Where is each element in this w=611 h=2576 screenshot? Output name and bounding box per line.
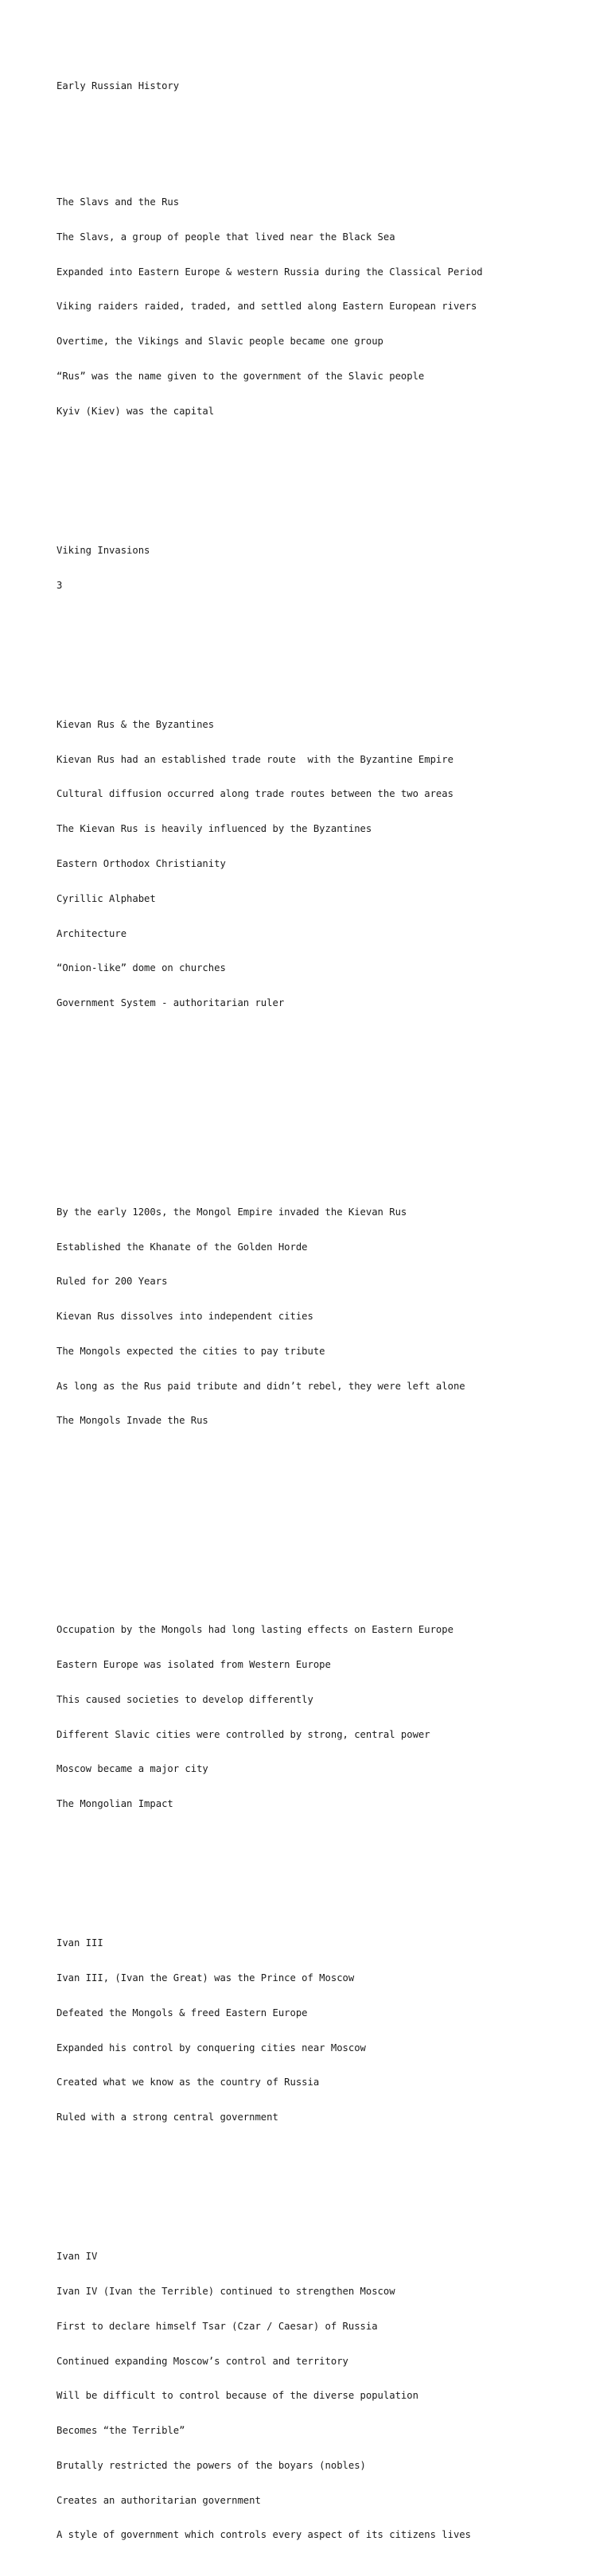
- section-line: Will be difficult to control because of the diverse population: [56, 2390, 418, 2402]
- section-line: The Kievan Rus is heavily influenced by the Byzantines: [56, 823, 372, 835]
- document-title: Early Russian History: [56, 80, 180, 92]
- section-line: Cyrillic Alphabet: [56, 892, 156, 904]
- section-line: Architecture: [56, 927, 127, 939]
- section-line: The Mongolian Impact: [56, 1798, 173, 1810]
- section-mongol-invasion: [56, 1183, 597, 1451]
- section-heading: Viking Invasions: [56, 544, 150, 556]
- section-line: Eastern Europe was isolated from Western Europe: [56, 1658, 331, 1670]
- section-line: Eastern Orthodox Christianity: [56, 857, 226, 869]
- section-line: Defeated the Mongols & freed Eastern Europe: [56, 2007, 308, 2018]
- section-line: A style of government which controls every aspect of its citizens lives: [56, 2529, 471, 2541]
- section-line: Becomes “the Terrible”: [56, 2425, 185, 2437]
- section-line: The Mongols expected the cities to pay tribute: [56, 1345, 325, 1357]
- section-line: Ruled with a strong central government: [56, 2112, 278, 2123]
- section-line: Overtime, the Vikings and Slavic people became one group: [56, 336, 383, 348]
- section-line: As long as the Rus paid tribute and didn’t rebel, they were left alone: [56, 1380, 465, 1392]
- section-kievan-rus-byzantines: [56, 696, 597, 1032]
- section-line: Cultural diffusion occurred along trade routes between the two areas: [56, 788, 453, 800]
- section-mongolian-impact: [56, 1601, 597, 1833]
- section-heading: By the early 1200s, the Mongol Empire invaded the Kievan Rus: [56, 1206, 407, 1218]
- spacer: [56, 1508, 597, 1520]
- section-line: Ivan III, (Ivan the Great) was the Prince of Moscow: [56, 1972, 355, 1983]
- section-ivan-iii: [56, 1914, 597, 2147]
- spacer: [56, 464, 597, 476]
- section-line: The Mongols Invade the Rus: [56, 1415, 208, 1427]
- section-line: Expanded into Eastern Europe & western Russia during the Classical Period: [56, 266, 483, 278]
- section-line: Kievan Rus had an established trade route with the Byzantine Empire: [56, 753, 453, 765]
- spacer: [56, 115, 597, 127]
- spacer: [56, 1090, 597, 1102]
- section-slavs-and-rus: [56, 173, 597, 441]
- section-line: This caused societies to develop differently: [56, 1693, 313, 1705]
- spacer: [56, 1055, 597, 1067]
- section-line: Created what we know as the country of Russia: [56, 2077, 320, 2088]
- spacer: [56, 1473, 597, 1485]
- section-line: The Slavs, a group of people that lived near the Black Sea: [56, 231, 395, 243]
- spacer: [56, 1543, 597, 1555]
- section-line: Continued expanding Moscow’s control and territory: [56, 2355, 348, 2367]
- section-heading: Ivan III: [56, 1937, 103, 1949]
- section-ivan-iv: [56, 2228, 597, 2564]
- section-line: Ivan IV (Ivan the Terrible) continued to strengthen Moscow: [56, 2286, 395, 2297]
- section-line: Creates an authoritarian government: [56, 2494, 261, 2506]
- section-line: Established the Khanate of the Golden Horde: [56, 1241, 308, 1253]
- spacer: [56, 638, 597, 650]
- section-line: Kievan Rus dissolves into independent cities: [56, 1311, 313, 1323]
- document-page: [56, 57, 597, 2576]
- section-line: Ruled for 200 Years: [56, 1276, 168, 1288]
- section-heading: Ivan IV: [56, 2251, 98, 2263]
- section-line: “Rus” was the name given to the government of the Slavic people: [56, 371, 425, 383]
- section-line: First to declare himself Tsar (Czar / Caesar) of Russia: [56, 2320, 378, 2332]
- section-line: Expanded his control by conquering cities near Moscow: [56, 2042, 366, 2053]
- section-line: Moscow became a major city: [56, 1763, 208, 1775]
- section-line: 3: [56, 579, 63, 591]
- spacer: [56, 2170, 597, 2182]
- section-line: Kyiv (Kiev) was the capital: [56, 405, 215, 417]
- spacer: [56, 1125, 597, 1137]
- section-line: Brutally restricted the powers of the boyars (nobles): [56, 2459, 366, 2471]
- spacer: [56, 1856, 597, 1868]
- section-line: Government System - authoritarian ruler: [56, 997, 285, 1009]
- section-heading: The Slavs and the Rus: [56, 196, 180, 208]
- section-line: Different Slavic cities were controlled by strong, central power: [56, 1728, 430, 1740]
- section-line: Viking raiders raided, traded, and settled along Eastern European rivers: [56, 301, 477, 313]
- section-viking-invasions: [56, 522, 597, 615]
- section-heading: Occupation by the Mongols had long lasting effects on Eastern Europe: [56, 1624, 453, 1636]
- section-line: “Onion-like” dome on churches: [56, 962, 226, 974]
- section-heading: Kievan Rus & the Byzantines: [56, 718, 215, 730]
